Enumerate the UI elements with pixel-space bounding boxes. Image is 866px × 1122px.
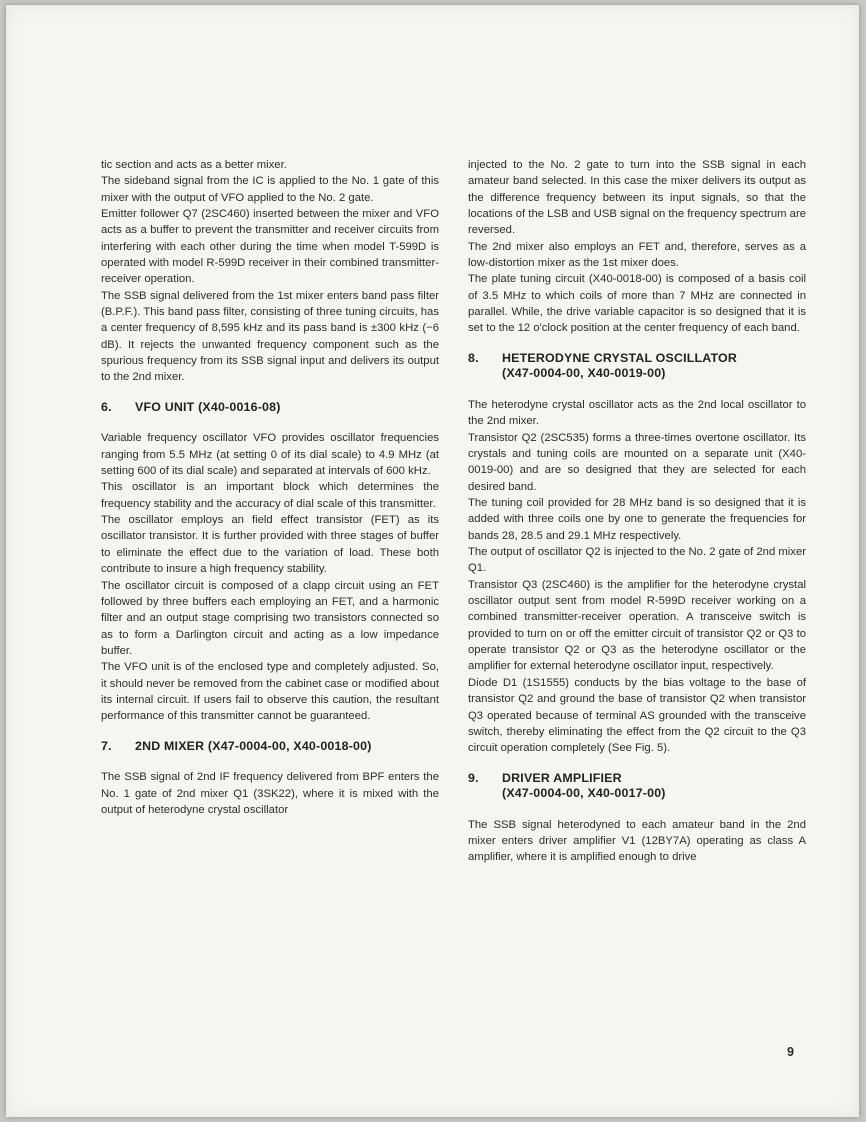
paragraph: The 2nd mixer also employs an FET and, therefore, serves as a low-distortion mixer as the 1st mixer does. xyxy=(468,240,806,270)
page-number: 9 xyxy=(787,1045,795,1059)
section-title: VFO UNIT (X40-0016-08) xyxy=(135,399,281,414)
paragraph: injected to the No. 2 gate to turn into the SSB signal in each amateur band selected. In this case the mixer delivers its output as the difference frequency between its input signals, so that the locations of the LSB and USB signal on the frequency spectrum are reversed. xyxy=(468,159,806,237)
section-title xyxy=(502,351,806,382)
paragraph: The plate tuning circuit (X40-0018-00) is composed of a basis coil of 3.5 MHz to which coils of more than 7 MHz are connected in parallel. While, the drive variable capacitor is so designed that it is set to the 12 o'clock position at the center frequency of each band. xyxy=(468,273,806,335)
section-heading-heterodyne-oscillator xyxy=(468,351,806,382)
paragraph: The tuning coil provided for 28 MHz band is so designed that it is added with three coils one by one to generate the frequencies for bands 28, 28.5 and 29.1 MHz respectively. xyxy=(468,497,806,542)
right-column xyxy=(468,157,806,866)
paragraph: The SSB signal delivered from the 1st mixer enters band pass filter (B.P.F.). This band pass filter, consisting of three tuning circuits, has a center frequency of 8,595 kHz and its pass band is ±300 kHz (−6 dB). It rejects the unwanted frequency component such as the spurious frequency from its SSB signal input and delivers its output to the 2nd mixer. xyxy=(101,289,439,384)
section-title: 2ND MIXER (X47-0004-00, X40-0018-00) xyxy=(135,738,372,753)
paragraph: The output of oscillator Q2 is injected to the No. 2 gate of 2nd mixer Q1. xyxy=(468,546,806,575)
paragraph: Transistor Q3 (2SC460) is the amplifier for the heterodyne crystal oscillator output sent from model R-599D receiver working on a combined transmitter-receiver operation. A transceive switch is provided to turn on or off the emitter circuit of transistor Q2 or Q3 to operate transistor Q2 or Q3 as the heterodyne oscillator or the amplifier for external heterodyne oscillator input, respectively. xyxy=(468,578,806,673)
section-number: 7. xyxy=(101,738,112,753)
paragraph: The heterodyne crystal oscillator acts as the 2nd local oscillator to the 2nd mixer. xyxy=(468,398,806,428)
section-heading-driver-amplifier xyxy=(468,771,806,802)
paragraph: The oscillator employs an field effect transistor (FET) as its oscillator transistor. It is further provided with three stages of buffer to eliminate the effect due to the variation of load. These both contribute to insure a high frequency stability. xyxy=(101,514,439,576)
section-title-line1: HETERODYNE CRYSTAL OSCILLATOR xyxy=(502,350,738,365)
paragraph: Diode D1 (1S1555) conducts by the bias voltage to the base of transistor Q2 and ground the base of transistor Q2 when transistor Q3 operated because of terminal AS grounded with the transceive switch, thereby eliminating the effect from the Q2 circuit to the Q3 circuit operation completely (See Fig. 5). xyxy=(468,676,806,755)
section-title-line2: (X47-0004-00, X40-0019-00) xyxy=(502,366,666,381)
section-number: 8. xyxy=(468,350,479,365)
section-title-line2: (X47-0004-00, X40-0017-00) xyxy=(502,786,666,801)
paragraph: The VFO unit is of the enclosed type and completely adjusted. So, it should never be removed from the cabinet case or modified about its internal circuit. If users fail to observe this caution, the resultant performance of this transmitter cannot be guaranteed. xyxy=(101,661,439,723)
paragraph: The oscillator circuit is composed of a clapp circuit using an FET followed by three buffers each employing an FET, and a harmonic filter and an output stage comprising two transistors connected so as to form a Darlington circuit and acting as a low impedance buffer. xyxy=(101,579,439,657)
paragraph: Emitter follower Q7 (2SC460) inserted between the mixer and VFO acts as a buffer to prevent the transmitter and receiver circuits from interfering with each other during the time when model T-599D is operated with model R-599D receiver in their combined transmitter-receiver operation. xyxy=(101,208,439,286)
paragraph: The SSB signal heterodyned to each amateur band in the 2nd mixer enters driver amplifier V1 (12BY7A) operating as class A amplifier, where it is amplified enough to drive xyxy=(468,818,806,864)
paragraph: The SSB signal of 2nd IF frequency delivered from BPF enters the No. 1 gate of 2nd mixer Q1 (3SK22), where it is mixed with the output of heterodyne crystal oscillator xyxy=(101,771,439,816)
left-column xyxy=(101,157,439,866)
paragraph: Transistor Q2 (2SC535) forms a three-times overtone oscillator. Its crystals and tuning coils are mounted on a separate unit (X40-0019-00) and are so designed that they are selected for each desired band. xyxy=(468,431,806,493)
section-heading-vfo-unit xyxy=(101,400,439,416)
page-content xyxy=(101,157,807,866)
paragraph: Variable frequency oscillator VFO provides oscillator frequencies ranging from 5.5 MHz (at setting 0 of its dial scale) to 4.9 MHz (at setting 600 of its dial scale) and separated at intervals of 600 kHz. xyxy=(101,432,439,478)
paragraph: tic section and acts as a better mixer. xyxy=(101,159,287,171)
manual-page xyxy=(6,5,859,1117)
section-title xyxy=(502,771,806,802)
section-number: 6. xyxy=(101,399,112,414)
section-number: 9. xyxy=(468,770,479,785)
section-title-line1: DRIVER AMPLIFIER xyxy=(502,770,622,785)
paragraph: This oscillator is an important block which determines the frequency stability and the accuracy of dial scale of this transmitter. xyxy=(101,481,439,510)
paragraph: The sideband signal from the IC is applied to the No. 1 gate of this mixer with the output of VFO applied to the No. 2 gate. xyxy=(101,175,439,204)
section-heading-2nd-mixer xyxy=(101,739,439,755)
